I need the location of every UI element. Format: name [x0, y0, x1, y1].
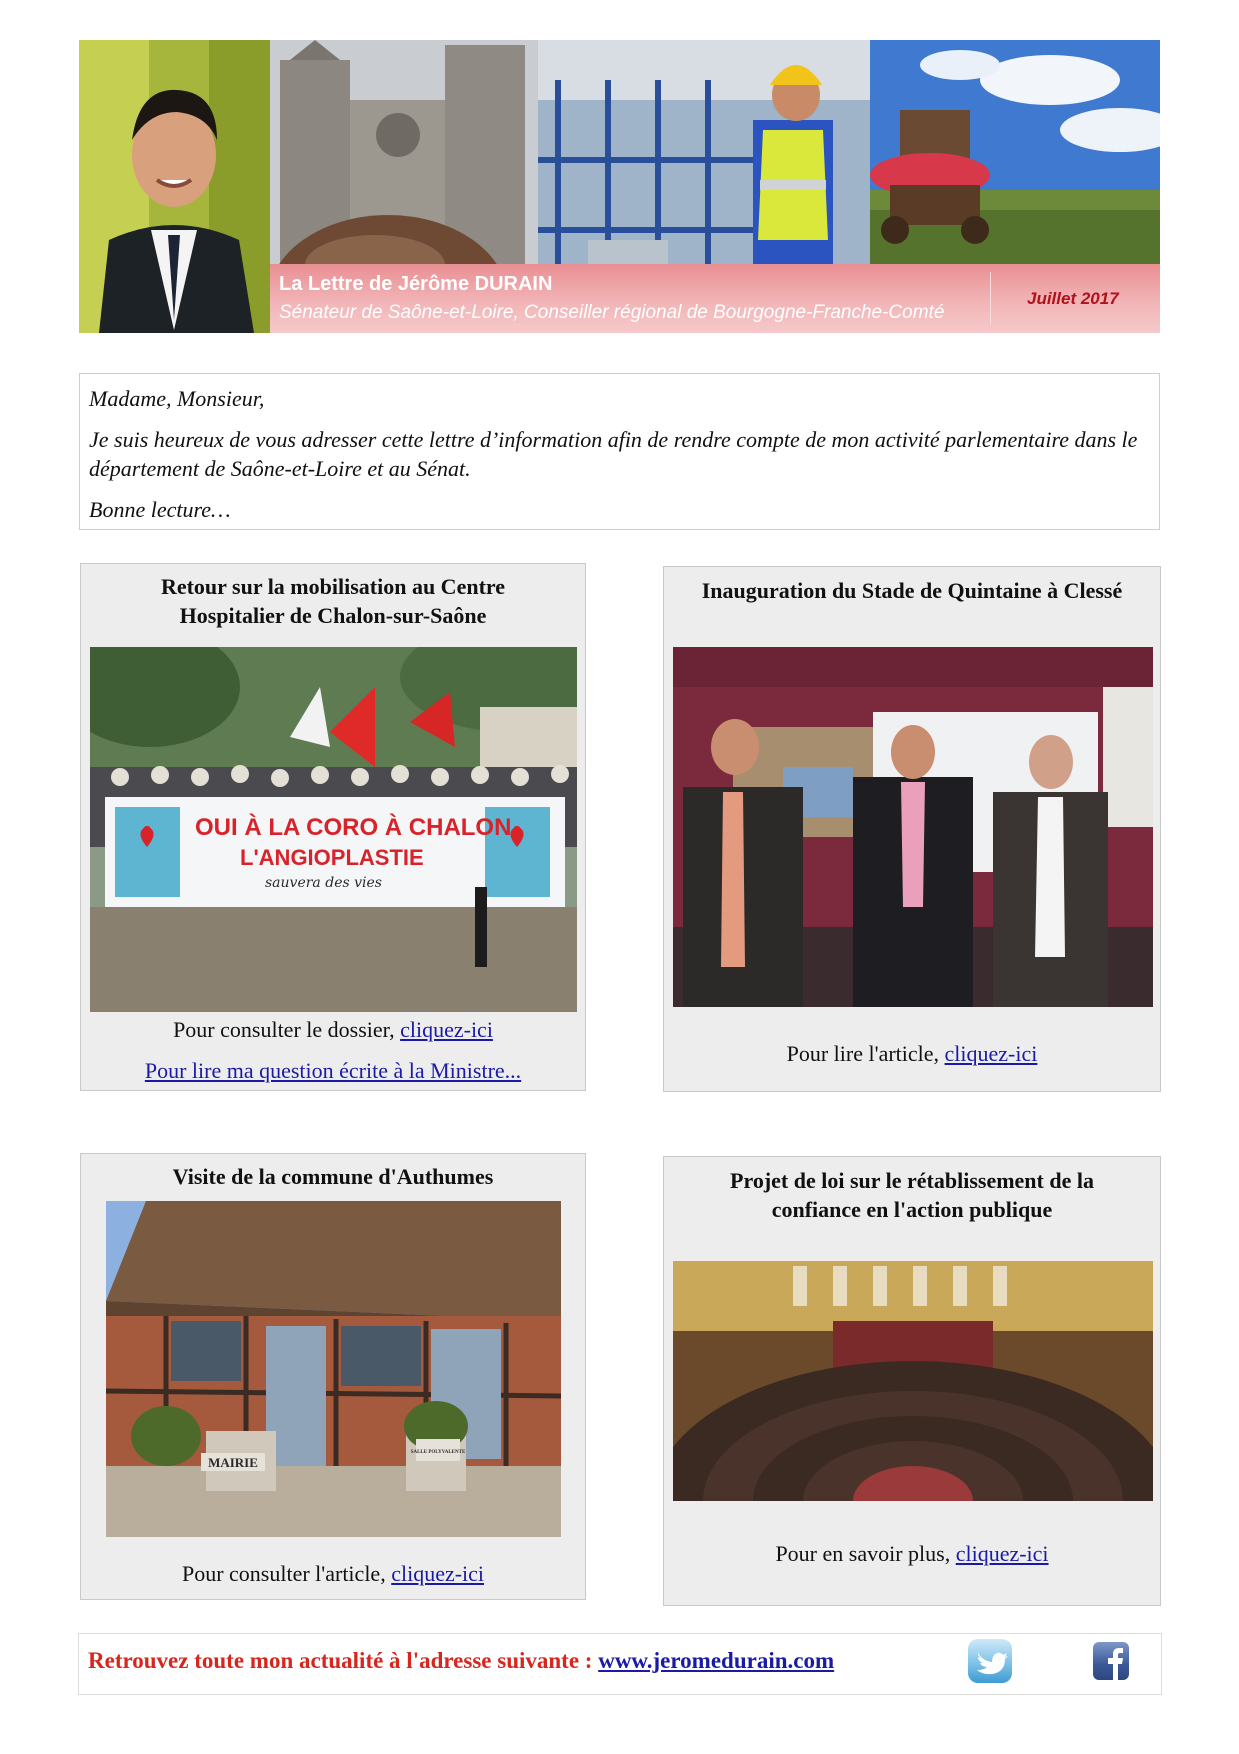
banner-slogan-line1: OUI À LA CORO À CHALON, — [195, 814, 519, 841]
header-title-bar — [270, 264, 1160, 333]
card-link-prefix: Pour en savoir plus, — [775, 1541, 956, 1566]
card-title: Projet de loi sur le rétablissement de la confiance en l'action publique — [730, 1168, 1094, 1222]
card-stade-quintaine — [663, 566, 1161, 1092]
twitter-icon[interactable] — [968, 1639, 1012, 1683]
learn-more-link[interactable]: cliquez-ici — [955, 1541, 1049, 1566]
intro-closing: Bonne lecture… — [89, 497, 231, 522]
read-article-link[interactable]: cliquez-ici — [944, 1041, 1038, 1066]
footer-label: Retrouvez toute mon actualité à l'adresse suivante : — [88, 1648, 599, 1673]
newsletter-date: Juillet 2017 — [1027, 289, 1119, 308]
card-link-line — [664, 1541, 1160, 1567]
senator-portrait-photo — [79, 40, 270, 333]
website-link[interactable]: www.jeromedurain.com — [598, 1648, 835, 1673]
card-title: Visite de la commune d'Authumes — [172, 1164, 494, 1189]
newsletter-subtitle: Sénateur de Saône-et-Loire, Conseiller régional de Bourgogne-Franche-Comté — [279, 302, 945, 323]
footer-bar — [78, 1633, 1162, 1695]
newsletter-title: La Lettre de Jérôme DURAIN — [279, 273, 553, 295]
mairie-sign: MAIRIE — [208, 1455, 258, 1470]
intro-greeting: Madame, Monsieur, — [89, 386, 265, 411]
salle-polyvalente-sign: SALLE POLYVALENTE — [410, 1450, 466, 1455]
mairie-photo — [106, 1201, 561, 1537]
card-title: Inauguration du Stade de Quintaine à Clessé — [701, 578, 1123, 603]
banner-slogan-line2: L'ANGIOPLASTIE — [240, 845, 424, 870]
card-link-prefix: Pour lire l'article, — [786, 1041, 945, 1066]
card-link-line — [81, 1561, 585, 1587]
facebook-icon[interactable] — [1093, 1642, 1129, 1680]
banner-slogan-line3: sauvera des vies — [265, 875, 382, 891]
title-bar-divider — [990, 272, 991, 324]
card-second-link-line — [81, 1058, 585, 1084]
inauguration-photo — [673, 647, 1153, 1007]
footer-text — [88, 1648, 834, 1674]
consult-article-link[interactable]: cliquez-ici — [391, 1561, 485, 1586]
card-title: Retour sur la mobilisation au Centre Hospitalier de Chalon-sur-Saône — [160, 574, 506, 628]
header-banner — [79, 40, 1160, 333]
consult-dossier-link[interactable]: cliquez-ici — [400, 1017, 493, 1042]
intro-body: Je suis heureux de vous adresser cette lettre d’information afin de rendre compte de mon activité parlementaire dans le département de Saône-et-Loire et au Sénat. — [89, 427, 1138, 481]
card-hospital-mobilisation — [80, 563, 586, 1091]
card-link-prefix: Pour consulter l'article, — [181, 1561, 392, 1586]
card-link-prefix: Pour consulter le dossier, — [173, 1017, 401, 1042]
card-authumes-visit — [80, 1153, 586, 1600]
card-link-line — [81, 1017, 585, 1043]
protest-photo — [90, 647, 577, 1012]
card-confiance-action-publique — [663, 1156, 1161, 1606]
senate-hemicycle-photo — [673, 1261, 1153, 1501]
intro-box — [79, 373, 1160, 530]
card-link-line — [664, 1041, 1160, 1067]
written-question-link[interactable]: Pour lire ma question écrite à la Ministre... — [144, 1058, 522, 1083]
